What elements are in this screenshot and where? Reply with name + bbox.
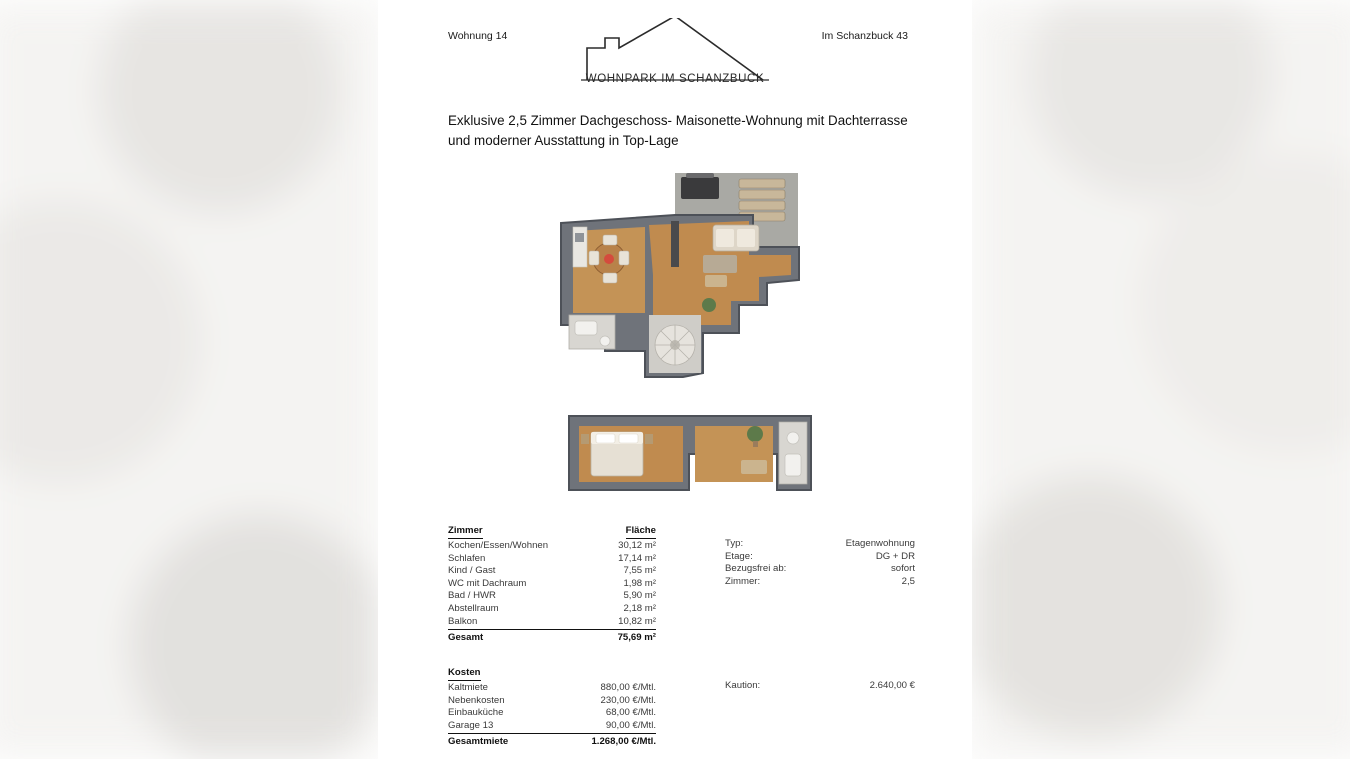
cost-value: 880,00 €/Mtl. bbox=[600, 682, 656, 693]
room-label: WC mit Dachraum bbox=[448, 577, 527, 589]
room-area: 1,98 m² bbox=[623, 577, 656, 589]
room-label: Abstellraum bbox=[448, 602, 499, 614]
table-row bbox=[448, 590, 656, 603]
room-label: Kochen/Essen/Wohnen bbox=[448, 540, 549, 551]
floorplan-upper-image bbox=[553, 155, 813, 400]
table-row bbox=[448, 603, 656, 616]
room-label: Balkon bbox=[448, 615, 478, 627]
cost-label: Garage 13 bbox=[448, 719, 494, 731]
rooms-table bbox=[448, 524, 656, 645]
costs-total-label: Gesamtmiete bbox=[448, 736, 509, 748]
costs-table-header bbox=[448, 666, 656, 681]
costs-table bbox=[448, 666, 656, 749]
room-area: 5,90 m² bbox=[623, 590, 656, 602]
table-row bbox=[448, 707, 656, 720]
rooms-header-value: Fläche bbox=[626, 524, 656, 539]
costs-total-value: 1.268,00 €/Mtl. bbox=[591, 736, 656, 748]
rooms-header-label: Zimmer bbox=[448, 524, 483, 539]
table-row bbox=[448, 565, 656, 578]
background-blur-left bbox=[0, 0, 380, 759]
facts-table bbox=[725, 538, 915, 588]
room-area: 10,82 m² bbox=[618, 615, 656, 627]
table-row bbox=[448, 578, 656, 591]
rooms-total-value: 75,69 m² bbox=[617, 632, 656, 644]
room-area: 2,18 m² bbox=[623, 602, 656, 614]
fact-label: Bezugsfrei ab: bbox=[725, 563, 787, 575]
floorplan-lower-image bbox=[563, 408, 818, 498]
room-area: 7,55 m² bbox=[623, 565, 656, 577]
background-blur-right bbox=[970, 0, 1350, 759]
exposé-page bbox=[378, 0, 972, 759]
deposit-block bbox=[725, 680, 915, 693]
room-area: 17,14 m² bbox=[618, 552, 656, 564]
fact-label: Typ: bbox=[725, 538, 744, 549]
page-title: Exklusive 2,5 Zimmer Dachgeschoss- Maisonette-Wohnung mit Dachterrasse und moderner Ausstattung in Top-Lage bbox=[448, 113, 908, 148]
cost-value: 90,00 €/Mtl. bbox=[605, 719, 656, 731]
rooms-total-row bbox=[448, 629, 656, 645]
deposit-label: Kaution: bbox=[725, 680, 761, 691]
apartment-number: Wohnung 14 bbox=[448, 30, 508, 42]
address-line: Im Schanzbuck 43 bbox=[821, 30, 908, 42]
table-row bbox=[448, 682, 656, 695]
cost-value: 68,00 €/Mtl. bbox=[605, 707, 656, 719]
table-row bbox=[448, 720, 656, 733]
page-header bbox=[378, 26, 972, 96]
table-row bbox=[725, 576, 915, 589]
table-row bbox=[725, 551, 915, 564]
table-row bbox=[448, 553, 656, 566]
costs-header-label: Kosten bbox=[448, 666, 481, 681]
room-label: Kind / Gast bbox=[448, 565, 496, 577]
fact-value: DG + DR bbox=[875, 550, 915, 562]
table-row bbox=[725, 538, 915, 551]
table-row bbox=[448, 616, 656, 629]
room-label: Schlafen bbox=[448, 552, 486, 564]
cost-value: 230,00 €/Mtl. bbox=[600, 694, 656, 706]
deposit-value: 2.640,00 € bbox=[869, 680, 915, 691]
rooms-total-label: Gesamt bbox=[448, 632, 484, 644]
fact-value: Etagenwohnung bbox=[845, 538, 915, 549]
rooms-table-header bbox=[448, 524, 656, 539]
fact-value: 2,5 bbox=[901, 575, 915, 587]
cost-label: Einbauküche bbox=[448, 707, 504, 719]
table-row bbox=[725, 563, 915, 576]
table-row bbox=[448, 695, 656, 708]
table-row bbox=[725, 680, 915, 693]
room-label: Bad / HWR bbox=[448, 590, 496, 602]
cost-label: Nebenkosten bbox=[448, 694, 505, 706]
cost-label: Kaltmiete bbox=[448, 682, 488, 693]
costs-total-row bbox=[448, 733, 656, 749]
fact-label: Zimmer: bbox=[725, 575, 761, 587]
room-area: 30,12 m² bbox=[618, 540, 656, 551]
logo-wordmark: WOHNPARK IM SCHANZBUCK bbox=[585, 73, 765, 85]
house-outline-icon bbox=[575, 18, 775, 96]
fact-value: sofort bbox=[891, 563, 915, 575]
fact-label: Etage: bbox=[725, 550, 753, 562]
table-row bbox=[448, 540, 656, 553]
